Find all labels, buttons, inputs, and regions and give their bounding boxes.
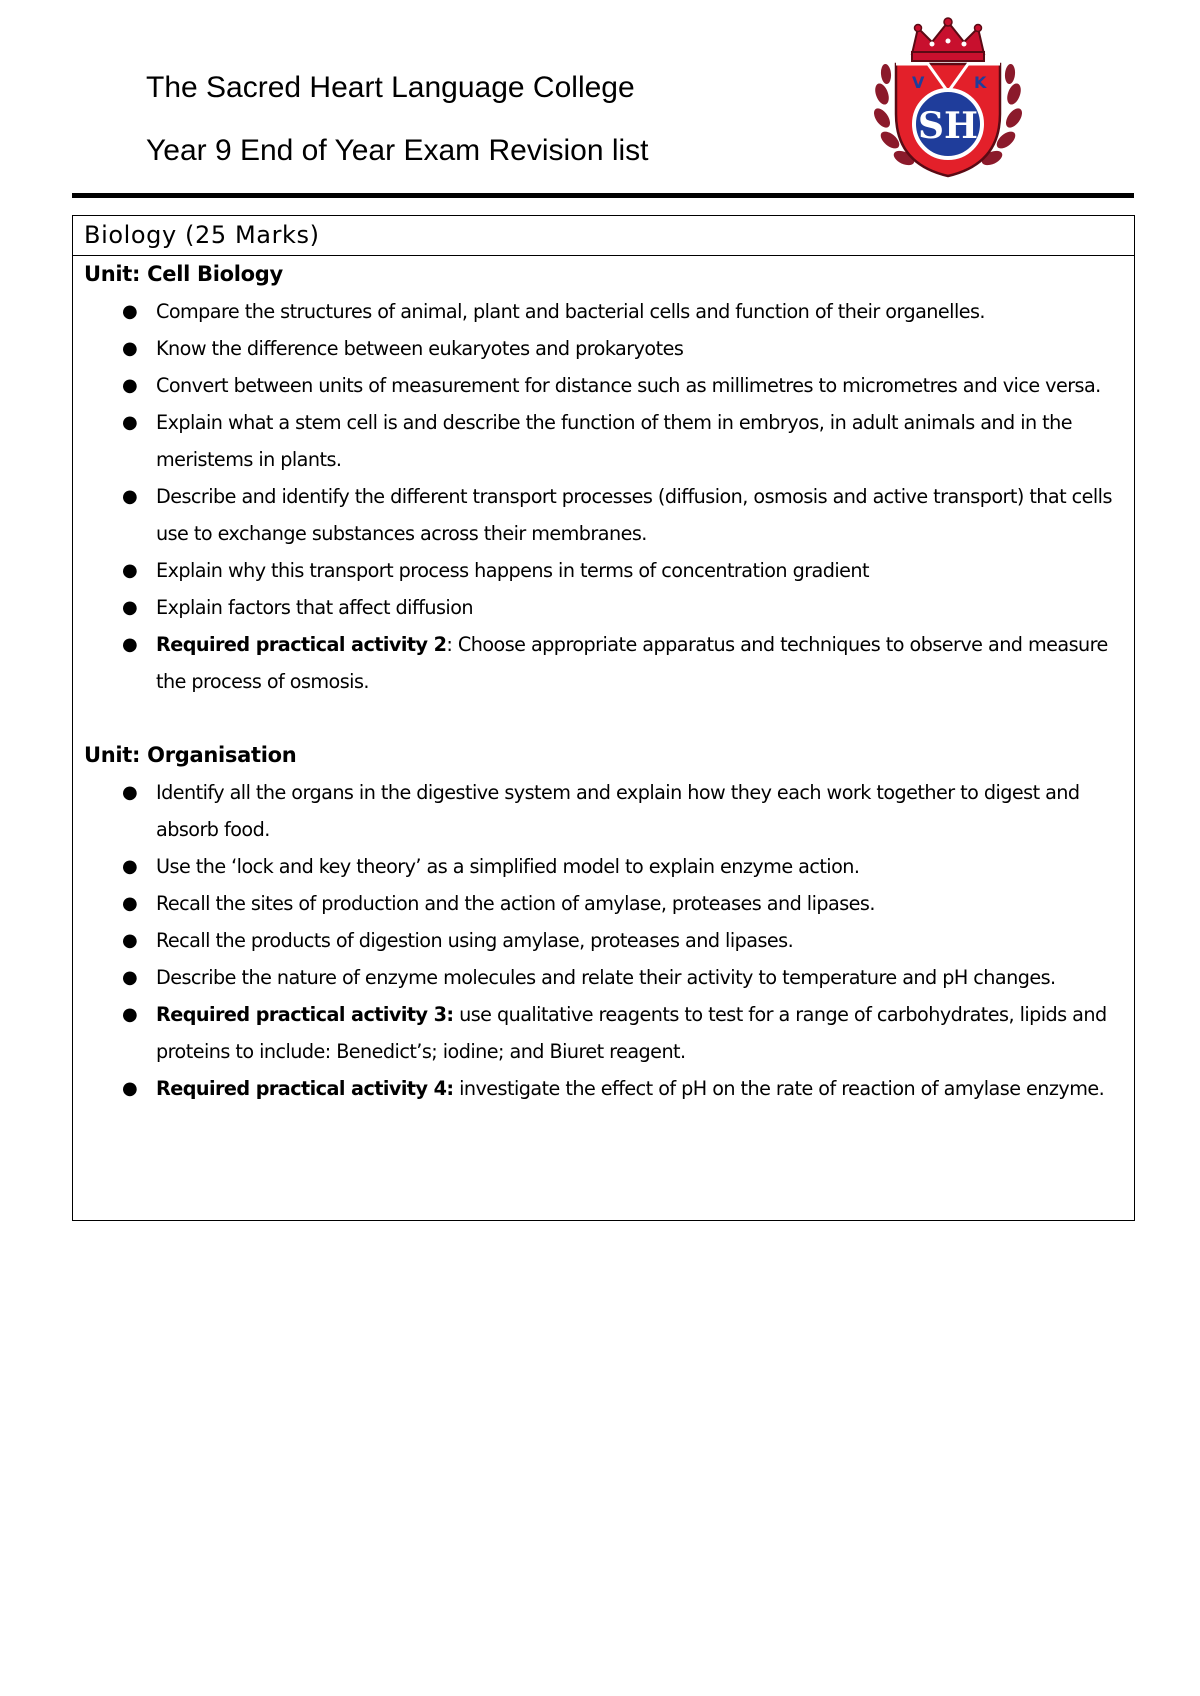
crest-monogram: SH (917, 105, 979, 147)
unit-heading (84, 737, 1126, 774)
topic-text: Know the difference between eukaryotes and prokaryotes (156, 337, 684, 360)
page-subtitle: Year 9 End of Year Exam Revision list (146, 134, 649, 167)
topic-item (84, 959, 1126, 996)
topic-text: Use the ‘lock and key theory’ as a simplified model to explain enzyme action. (156, 855, 860, 878)
unit-heading (84, 256, 1126, 293)
topic-item (84, 1070, 1126, 1107)
topic-text: use qualitative reagents to test for a range of carbohydrates, lipids and proteins to include: Benedict’s; iodine; and Biuret reagent. (156, 1003, 1107, 1063)
practical-label: Required practical activity 2 (156, 633, 447, 656)
topic-item (84, 330, 1126, 367)
crest-letter-v: V (912, 73, 925, 92)
bullet-icon: ● (122, 412, 138, 433)
topic-text: Recall the sites of production and the action of amylase, proteases and lipases. (156, 892, 875, 915)
bullet-icon: ● (122, 634, 138, 655)
bullet-icon: ● (122, 375, 138, 396)
bullet-icon: ● (122, 930, 138, 951)
school-crest-logo (868, 14, 1028, 182)
topic-text: Compare the structures of animal, plant and bacterial cells and function of their organelles. (156, 300, 985, 323)
topic-item (84, 626, 1126, 700)
bullet-icon: ● (122, 1078, 138, 1099)
practical-label: Required practical activity 3: (156, 1003, 454, 1026)
topic-item (84, 552, 1126, 589)
subject-title: Biology (25 Marks) (73, 216, 1134, 256)
unit-name: Organisation (147, 743, 297, 767)
topic-item (84, 996, 1126, 1070)
topic-item (84, 404, 1126, 478)
revision-content (73, 256, 1134, 1107)
topic-text: Identify all the organs in the digestive system and explain how they each work together to digest and absorb food. (156, 781, 1080, 841)
topic-text: investigate the effect of pH on the rate of reaction of amylase enzyme. (453, 1077, 1105, 1100)
revision-box (72, 215, 1135, 1221)
bullet-icon: ● (122, 560, 138, 581)
bullet-icon: ● (122, 1004, 138, 1025)
topic-text: Describe and identify the different transport processes (diffusion, osmosis and active transport) that cells use to exchange substances across their membranes. (156, 485, 1112, 545)
topic-item (84, 589, 1126, 626)
page-title: The Sacred Heart Language College (146, 71, 635, 104)
topic-item (84, 922, 1126, 959)
topic-item (84, 367, 1126, 404)
bullet-icon: ● (122, 338, 138, 359)
topic-text: Explain why this transport process happens in terms of concentration gradient (156, 559, 869, 582)
topic-text: : Choose appropriate apparatus and techniques to observe and measure the process of osmosis. (156, 633, 1108, 693)
bullet-icon: ● (122, 893, 138, 914)
bullet-icon: ● (122, 856, 138, 877)
unit-label: Unit: (84, 262, 141, 286)
practical-label: Required practical activity 4: (156, 1077, 454, 1100)
topic-item (84, 774, 1126, 848)
topic-text: Recall the products of digestion using amylase, proteases and lipases. (156, 929, 794, 952)
crown-icon (912, 18, 984, 61)
topic-item (84, 293, 1126, 330)
topic-list (84, 774, 1126, 1107)
bullet-icon: ● (122, 967, 138, 988)
bullet-icon: ● (122, 486, 138, 507)
unit-label: Unit: (84, 743, 141, 767)
topic-item (84, 478, 1126, 552)
bullet-icon: ● (122, 782, 138, 803)
topic-list (84, 293, 1126, 700)
topic-item (84, 885, 1126, 922)
topic-item (84, 848, 1126, 885)
bullet-icon: ● (122, 301, 138, 322)
topic-text: Explain what a stem cell is and describe the function of them in embryos, in adult animals and in the meristems in plants. (156, 411, 1072, 471)
header-divider (72, 193, 1134, 198)
topic-text: Convert between units of measurement for distance such as millimetres to micrometres and vice versa. (156, 374, 1101, 397)
topic-text: Explain factors that affect diffusion (156, 596, 474, 619)
crest-letter-k: K (974, 73, 987, 92)
bullet-icon: ● (122, 597, 138, 618)
unit-name: Cell Biology (147, 262, 283, 286)
topic-text: Describe the nature of enzyme molecules and relate their activity to temperature and pH changes. (156, 966, 1056, 989)
